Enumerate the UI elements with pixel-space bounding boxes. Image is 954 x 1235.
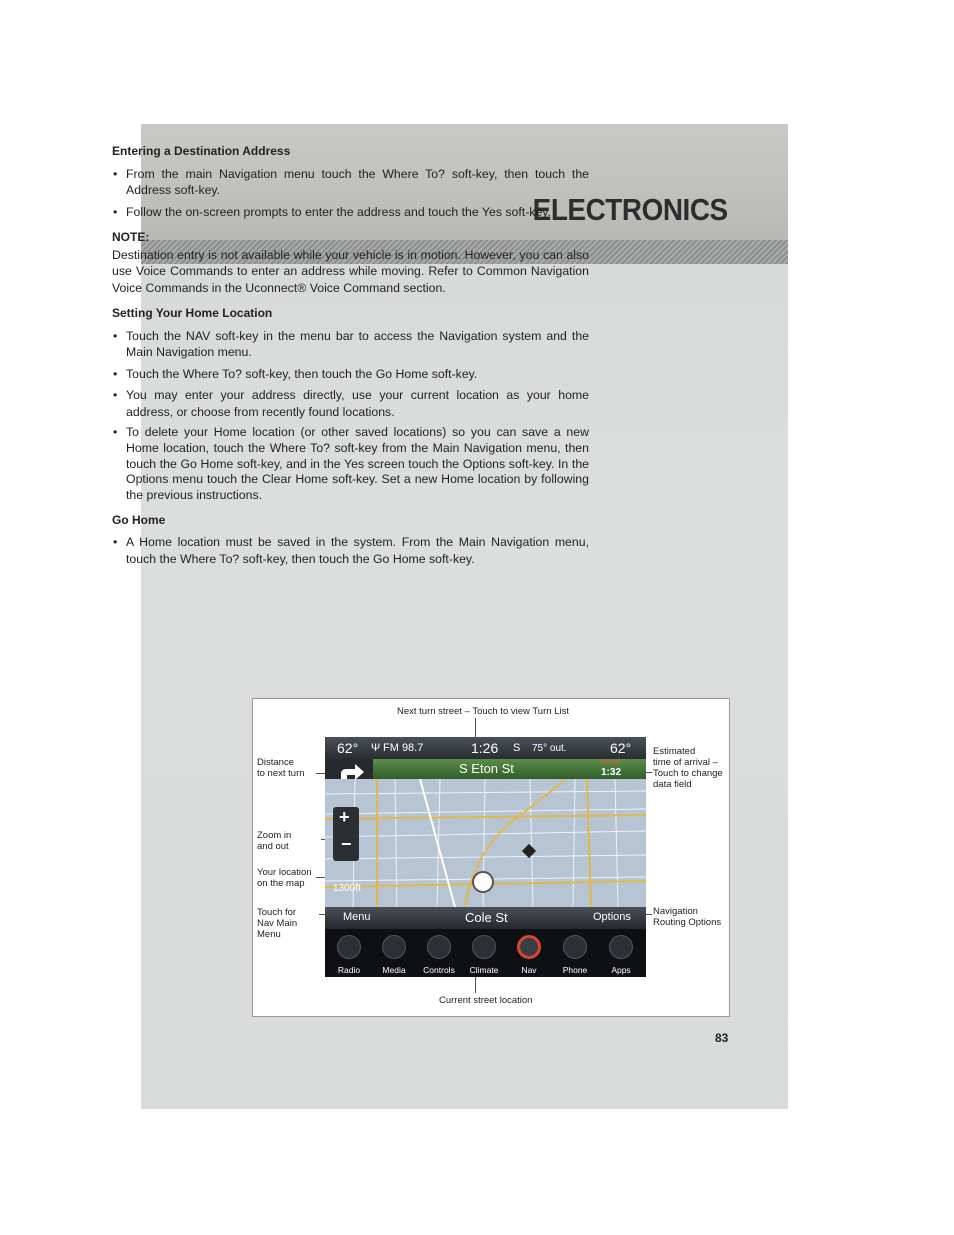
- nav-options-button[interactable]: Options: [593, 911, 631, 923]
- phone-keypad-icon: [563, 935, 587, 959]
- label-line: to next turn: [257, 768, 305, 779]
- label-line: Routing Options: [653, 917, 722, 928]
- section-heading: Setting Your Home Location: [112, 306, 273, 320]
- label-touch-menu: [257, 907, 297, 940]
- temp-left[interactable]: 62°: [337, 740, 359, 756]
- label-line: Touch to change: [653, 768, 723, 779]
- vehicle-location-icon: [472, 871, 494, 893]
- radio-station[interactable]: FM 98.7: [383, 742, 424, 754]
- climate-fan-icon: [472, 935, 496, 959]
- bullet-item: • A Home location must be saved in the system. From the Main Navigation menu, touch the Where To? soft-key, then touch the Go Home soft-key.: [112, 534, 589, 567]
- bullet-item: • Follow the on-screen prompts to enter the address and touch the Yes soft-key.: [112, 204, 589, 221]
- main-content: [112, 143, 589, 572]
- map-view[interactable]: [325, 779, 646, 907]
- nav-screen: [325, 737, 646, 977]
- uconnect-apps-icon: [609, 935, 633, 959]
- label-line: Touch for: [257, 907, 297, 918]
- zoom-in-button[interactable]: +: [339, 807, 350, 827]
- label-location: [257, 867, 312, 889]
- status-bar: [325, 737, 646, 759]
- label-zoom: [257, 830, 291, 852]
- zoom-out-button[interactable]: −: [341, 834, 352, 854]
- seat-controls-icon: [427, 935, 451, 959]
- main-menu-bar: [325, 929, 646, 977]
- note-heading: NOTE:: [112, 230, 150, 244]
- map-scale: 1300ft: [333, 883, 361, 894]
- nav-screen-figure: [252, 698, 730, 1017]
- next-turn-bar[interactable]: [325, 759, 646, 779]
- compass-heading: S: [513, 742, 521, 754]
- label-line: data field: [653, 779, 692, 790]
- label-distance: [257, 757, 305, 779]
- bullet-item: • You may enter your address directly, use your current location as your home address, or choose from recently found locations.: [112, 387, 589, 420]
- menu-controls[interactable]: [417, 929, 461, 977]
- menu-media[interactable]: [372, 929, 416, 977]
- label-line: time of arrival –: [653, 757, 718, 768]
- clock: 1:26: [471, 740, 499, 756]
- menu-radio[interactable]: [327, 929, 371, 977]
- section-heading: Go Home: [112, 512, 166, 527]
- label-line: Zoom in: [257, 830, 292, 841]
- page-title: ELECTRONICS: [532, 192, 728, 227]
- label-next-turn: Next turn street – Touch to view Turn List: [397, 706, 569, 717]
- note-text: Destination entry is not available while your vehicle is in motion. However, you can also use Voice Commands to enter an address while moving. Refer to Common Navigation Voice Commands in the Uconnect® Voice Command section.: [112, 247, 589, 295]
- menu-label: Apps: [611, 965, 631, 975]
- arrival-label: Arrival: [600, 759, 620, 766]
- menu-label: Climate: [469, 965, 499, 975]
- temp-right[interactable]: 62°: [610, 740, 632, 756]
- bullet-item: • Touch the NAV soft-key in the menu bar to access the Navigation system and the Main Navigation menu.: [112, 328, 589, 361]
- menu-label: Controls: [423, 965, 455, 975]
- zoom-control: [333, 807, 359, 861]
- bullet-item: • From the main Navigation menu touch the Where To? soft-key, then touch the Address soft-key.: [112, 166, 589, 199]
- current-street-name: Cole St: [465, 910, 508, 925]
- page-number: 83: [715, 1031, 729, 1045]
- label-line: Navigation: [653, 906, 698, 917]
- menu-climate[interactable]: [462, 929, 506, 977]
- next-street-name: S Eton St: [459, 761, 514, 776]
- media-player-icon: [382, 935, 406, 959]
- radio-icon: Ψ: [371, 742, 381, 754]
- radio-tower-icon: [337, 935, 361, 959]
- label-line: Your location: [257, 867, 312, 878]
- label-line: Estimated: [653, 746, 696, 757]
- menu-label: Nav: [521, 965, 537, 975]
- label-line: Distance: [257, 757, 294, 768]
- label-routing: [653, 906, 721, 928]
- menu-label: Phone: [562, 965, 588, 975]
- label-line: Nav Main: [257, 918, 298, 929]
- label-eta: [653, 746, 723, 790]
- nav-bottom-bar: [325, 907, 646, 929]
- label-line: and out: [257, 841, 289, 852]
- nav-compass-icon: [517, 935, 541, 959]
- menu-label: Radio: [337, 965, 361, 975]
- menu-label: Media: [382, 965, 406, 975]
- label-line: Menu: [257, 929, 281, 940]
- menu-nav[interactable]: [507, 929, 551, 977]
- nav-menu-button[interactable]: Menu: [343, 911, 371, 923]
- section-heading: Entering a Destination Address: [112, 144, 291, 158]
- bullet-item: • To delete your Home location (or other saved locations) so you can save a new Home location, touch the Where To? soft-key from the Main Navigation menu, then touch the Go Home soft-key, and in the Yes screen touch the Options soft-key. In the Options menu touch the Clear Home soft-key. Set a new Home location by following the previous instructions.: [112, 425, 589, 504]
- label-current-street: Current street location: [439, 995, 533, 1006]
- menu-phone[interactable]: [553, 929, 597, 977]
- menu-apps[interactable]: [599, 929, 643, 977]
- arrival-time[interactable]: 1:32: [601, 767, 622, 778]
- bullet-item: • Touch the Where To? soft-key, then touch the Go Home soft-key.: [112, 366, 589, 383]
- label-line: on the map: [257, 878, 305, 889]
- outside-temp: 75° out.: [532, 743, 567, 754]
